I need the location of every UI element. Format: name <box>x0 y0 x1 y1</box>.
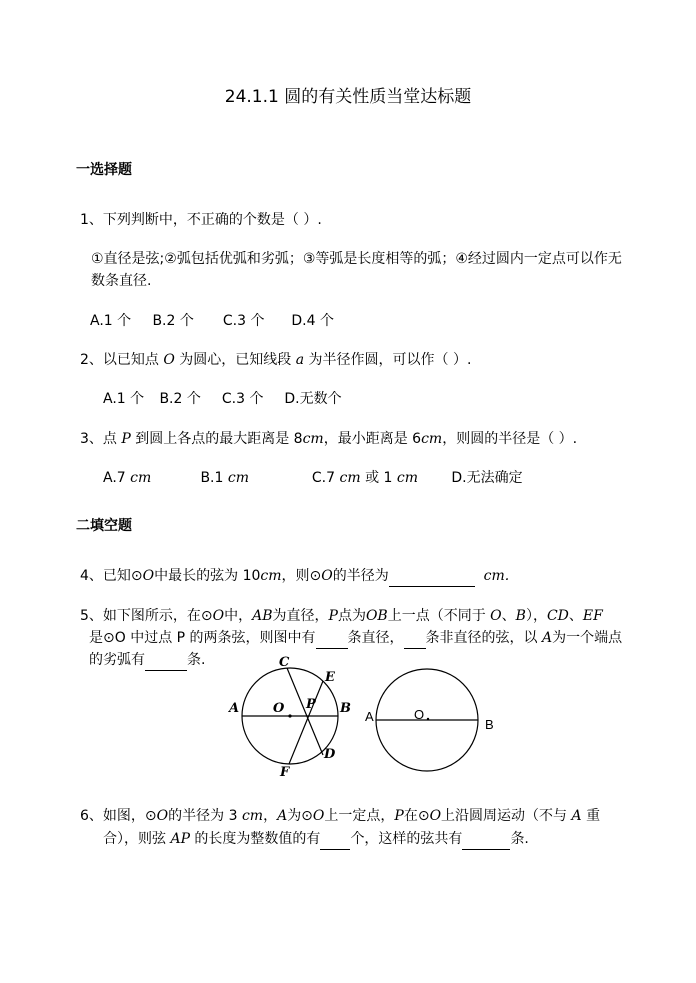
label-o: O <box>273 701 285 716</box>
question-1-stem: 1、下列判断中，不正确的个数是（ ）. <box>80 212 322 228</box>
option-d: D.无数个 <box>284 391 342 407</box>
option-a: A.1 个 <box>103 391 145 407</box>
question-3-stem: 3、点 P 到圆上各点的最大距离是 8cm，最小距离是 6cm，则圆的半径是（ ）. <box>80 431 578 447</box>
question-6-line1: 6、如图，⊙O的半径为 3 cm，A为⊙O上一定点，P在⊙O上沿圆周运动（不与 A 重 <box>80 808 601 824</box>
center-dot <box>288 714 291 717</box>
question-1-statements-line2: 数条直径. <box>91 273 152 289</box>
label-p: P <box>306 697 316 712</box>
label-a: A <box>365 709 374 724</box>
question-5-line2: 是⊙O 中过点 P 的两条弦，则图中有 条直径， 条非直径的弦，以 A为一个端点 <box>89 628 622 649</box>
option-b: B.1 cm <box>200 470 249 486</box>
option-b: B.2 个 <box>152 313 194 329</box>
section-fill-heading: 二填空题 <box>76 518 132 534</box>
option-a: A.7 cm <box>103 470 152 486</box>
option-c: C.3 个 <box>221 391 264 407</box>
label-f: F <box>280 765 290 780</box>
page-title: 24.1.1 圆的有关性质当堂达标题 <box>224 87 472 107</box>
label-e: E <box>325 670 335 685</box>
option-d: D.无法确定 <box>451 470 523 486</box>
label-o: O <box>414 707 425 722</box>
label-c: C <box>279 655 290 670</box>
chord-ef <box>289 681 323 764</box>
question-4: 4、已知⊙O中最长的弦为 10cm，则⊙O的半径为 cm. <box>80 566 509 587</box>
label-d: D <box>324 747 336 762</box>
question-2-stem: 2、以已知点 O 为圆心，已知线段 a 为半径作圆，可以作（ ）. <box>80 352 472 368</box>
question-5-line1: 5、如下图所示，在⊙O中，AB为直径，P点为OB上一点（不同于 O、B），CD、EF <box>80 608 603 624</box>
question-5-line3: 的劣弧有 条. <box>89 650 205 671</box>
answer-blank <box>462 829 510 850</box>
chord-cd <box>287 668 323 755</box>
label-b: B <box>340 701 351 716</box>
label-b: B <box>485 717 494 732</box>
question-1-statements-line1: ①直径是弦;②弧包括优弧和劣弧；③等弧是长度相等的弧；④经过圆内一定点可以作无 <box>91 251 622 267</box>
section-choice-heading: 一选择题 <box>76 162 132 178</box>
option-b: B.2 个 <box>159 391 201 407</box>
question-6-line2: 合），则弦 AP 的长度为整数值的有 个，这样的弦共有 条. <box>103 829 529 850</box>
center-dot <box>427 718 429 720</box>
option-a: A.1 个 <box>90 313 132 329</box>
figure-2 <box>365 669 494 771</box>
option-d: D.4 个 <box>291 313 334 329</box>
answer-blank <box>320 829 350 850</box>
label-a: A <box>229 701 240 716</box>
option-c: C.7 cm 或 1 cm <box>311 470 419 486</box>
figure-1 <box>227 655 351 780</box>
option-c: C.3 个 <box>222 313 265 329</box>
